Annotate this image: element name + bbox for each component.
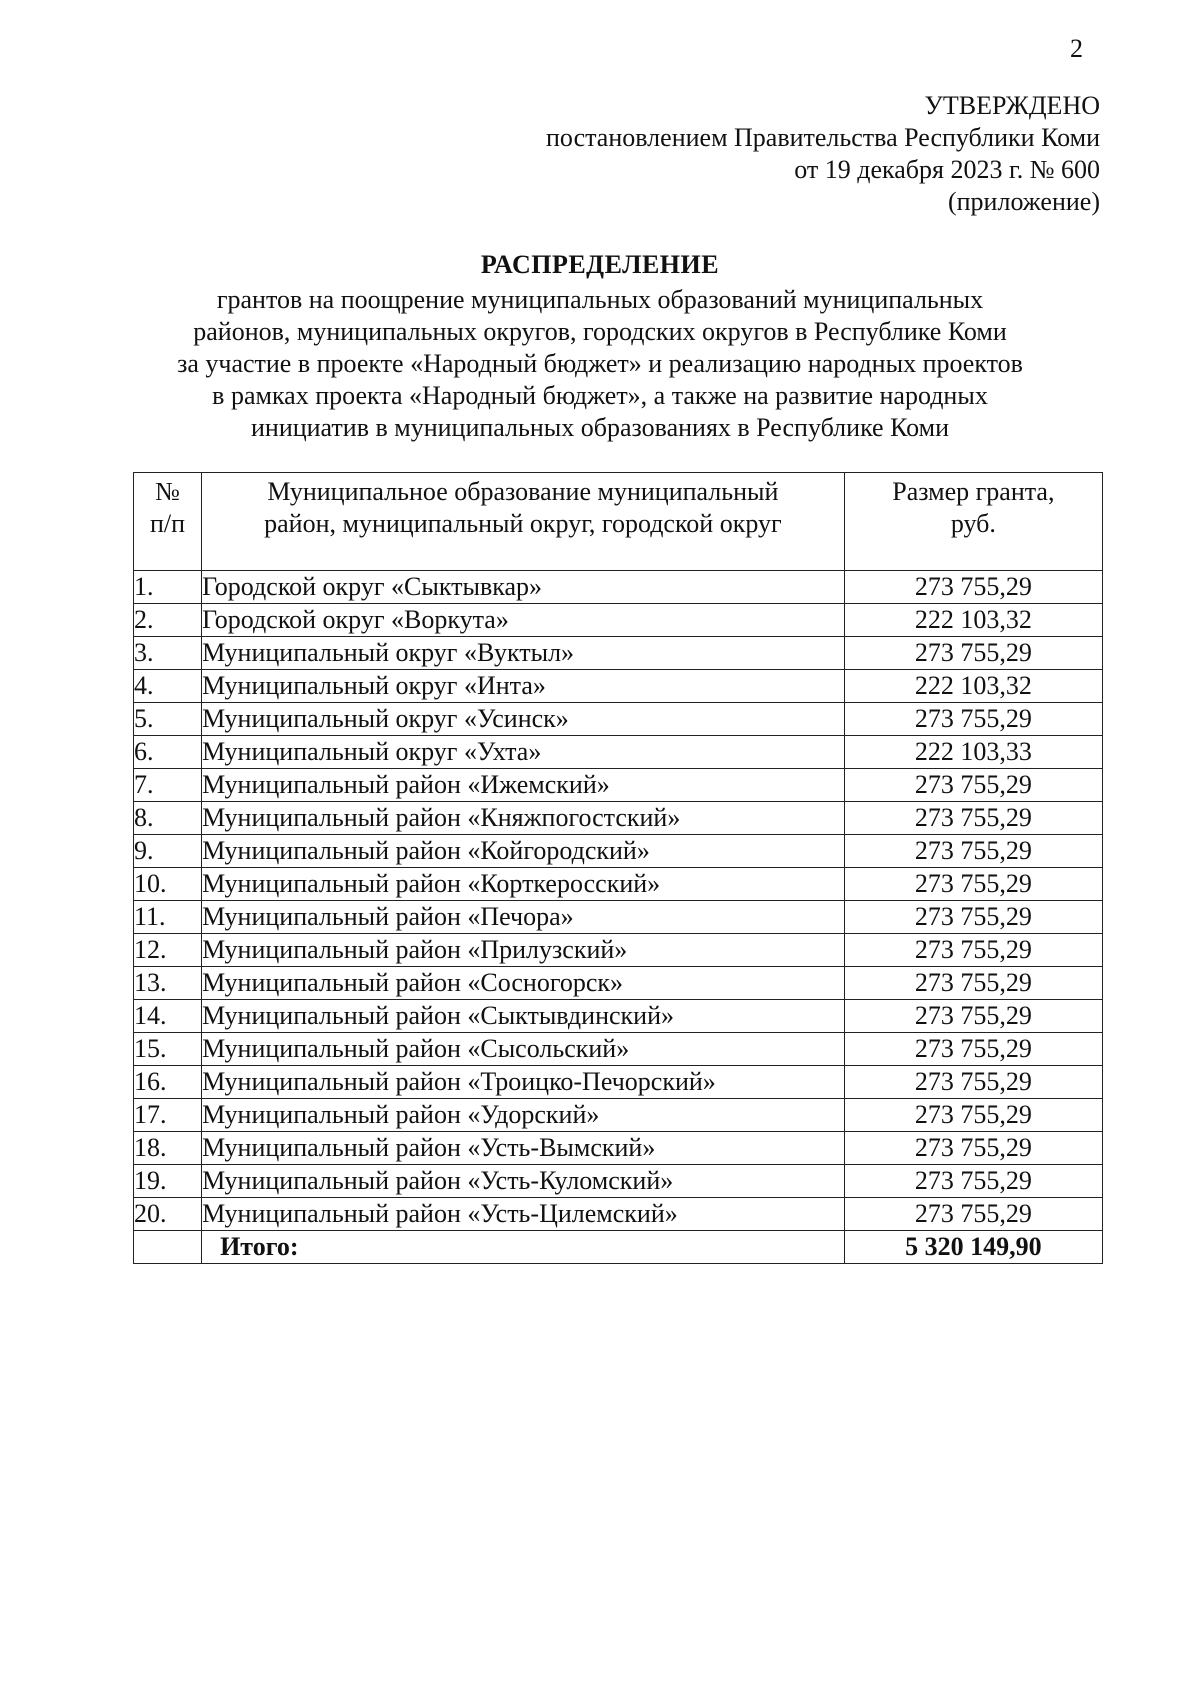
approval-block (546, 90, 1100, 218)
table-row (134, 901, 1103, 934)
approval-line: от 19 декабря 2023 г. № 600 (794, 155, 1100, 184)
page-number: 2 (1070, 34, 1083, 63)
row-amount: 273 755,29 (844, 703, 1102, 736)
row-amount: 273 755,29 (844, 1198, 1102, 1231)
row-amount: 273 755,29 (844, 835, 1102, 868)
row-amount: 222 103,33 (844, 736, 1102, 769)
row-number: 4. (134, 670, 202, 703)
approval-line: постановлением Правительства Республики Коми (546, 123, 1100, 152)
row-municipality: Городской округ «Сыктывкар» (202, 571, 845, 604)
header-municipality-line: район, муниципальный округ, городской округ (264, 509, 782, 538)
row-amount: 273 755,29 (844, 1132, 1102, 1165)
total-amount: 5 320 149,90 (844, 1231, 1102, 1264)
row-number: 5. (134, 703, 202, 736)
row-municipality: Муниципальный округ «Усинск» (202, 703, 845, 736)
table-row (134, 736, 1103, 769)
table-row (134, 604, 1103, 637)
row-amount: 273 755,29 (844, 769, 1102, 802)
row-number: 9. (134, 835, 202, 868)
row-municipality: Муниципальный округ «Вуктыл» (202, 637, 845, 670)
subtitle-line: инициатив в муниципальных образованиях в Республике Коми (250, 413, 950, 442)
table-row (134, 1066, 1103, 1099)
header-number-line: № (155, 477, 180, 506)
table-row (134, 571, 1103, 604)
row-number: 7. (134, 769, 202, 802)
row-municipality: Муниципальный район «Усть-Куломский» (202, 1165, 845, 1198)
row-number: 11. (134, 901, 202, 934)
grants-table (133, 472, 1103, 1264)
row-amount: 273 755,29 (844, 637, 1102, 670)
row-municipality: Муниципальный район «Княжпогостский» (202, 802, 845, 835)
row-municipality: Муниципальный район «Сысольский» (202, 1033, 845, 1066)
row-municipality: Муниципальный район «Койгородский» (202, 835, 845, 868)
header-municipality (202, 473, 845, 571)
row-number: 1. (134, 571, 202, 604)
row-municipality: Муниципальный район «Усть-Вымский» (202, 1132, 845, 1165)
row-number: 6. (134, 736, 202, 769)
document-title: РАСПРЕДЕЛЕНИЕ (480, 250, 720, 279)
row-number: 18. (134, 1132, 202, 1165)
subtitle-line: за участие в проекте «Народный бюджет» и реализацию народных проектов (177, 349, 1023, 378)
row-amount: 273 755,29 (844, 1165, 1102, 1198)
row-amount: 273 755,29 (844, 571, 1102, 604)
row-number: 15. (134, 1033, 202, 1066)
row-municipality: Муниципальный район «Прилузский» (202, 934, 845, 967)
row-municipality: Муниципальный район «Сыктывдинский» (202, 1000, 845, 1033)
row-amount: 273 755,29 (844, 1099, 1102, 1132)
header-grant-amount (844, 473, 1102, 571)
row-municipality: Муниципальный район «Удорский» (202, 1099, 845, 1132)
row-number: 2. (134, 604, 202, 637)
row-amount: 273 755,29 (844, 1033, 1102, 1066)
row-municipality: Муниципальный округ «Ухта» (202, 736, 845, 769)
header-amount-line: Размер гранта, (892, 477, 1055, 506)
approval-line: УТВЕРЖДЕНО (924, 91, 1100, 120)
approval-line: (приложение) (947, 187, 1100, 216)
subtitle-line: в рамках проекта «Народный бюджет», а также на развитие народных (212, 381, 988, 410)
table-row (134, 1000, 1103, 1033)
header-municipality-line: Муниципальное образование муниципальный (267, 477, 779, 506)
subtitle-line: грантов на поощрение муниципальных образований муниципальных (216, 285, 984, 314)
table-row (134, 835, 1103, 868)
table-row (134, 934, 1103, 967)
table-header-row (134, 473, 1103, 571)
document-subtitle (0, 284, 1200, 444)
row-number: 14. (134, 1000, 202, 1033)
row-municipality: Муниципальный район «Печора» (202, 901, 845, 934)
header-number-line: п/п (150, 509, 186, 538)
row-number: 13. (134, 967, 202, 1000)
row-number: 19. (134, 1165, 202, 1198)
header-number (134, 473, 202, 571)
row-municipality: Муниципальный район «Троицко-Печорский» (202, 1066, 845, 1099)
row-number: 3. (134, 637, 202, 670)
row-amount: 273 755,29 (844, 802, 1102, 835)
row-municipality: Городской округ «Воркута» (202, 604, 845, 637)
table-row (134, 637, 1103, 670)
row-amount: 273 755,29 (844, 901, 1102, 934)
table-row (134, 1033, 1103, 1066)
table-row (134, 967, 1103, 1000)
row-municipality: Муниципальный район «Сосногорск» (202, 967, 845, 1000)
row-number: 8. (134, 802, 202, 835)
table-row (134, 1165, 1103, 1198)
table-row (134, 703, 1103, 736)
row-municipality: Муниципальный район «Усть-Цилемский» (202, 1198, 845, 1231)
row-amount: 273 755,29 (844, 1066, 1102, 1099)
table-row (134, 769, 1103, 802)
row-number: 16. (134, 1066, 202, 1099)
row-amount: 273 755,29 (844, 967, 1102, 1000)
header-amount-line: руб. (950, 509, 996, 538)
table-row (134, 802, 1103, 835)
table-row (134, 670, 1103, 703)
row-amount: 273 755,29 (844, 1000, 1102, 1033)
subtitle-line: районов, муниципальных округов, городских округов в Республике Коми (193, 317, 1007, 346)
total-label: Итого: (202, 1231, 845, 1264)
table-row (134, 1132, 1103, 1165)
row-amount: 273 755,29 (844, 868, 1102, 901)
table-row (134, 1099, 1103, 1132)
row-municipality: Муниципальный район «Корткеросский» (202, 868, 845, 901)
row-number: 17. (134, 1099, 202, 1132)
table-row (134, 1198, 1103, 1231)
row-number: 10. (134, 868, 202, 901)
row-amount: 222 103,32 (844, 604, 1102, 637)
row-municipality: Муниципальный район «Ижемский» (202, 769, 845, 802)
row-amount: 222 103,32 (844, 670, 1102, 703)
row-number: 12. (134, 934, 202, 967)
row-amount: 273 755,29 (844, 934, 1102, 967)
table-row (134, 868, 1103, 901)
table-total-row (134, 1231, 1103, 1264)
row-municipality: Муниципальный округ «Инта» (202, 670, 845, 703)
row-number: 20. (134, 1198, 202, 1231)
total-number-cell (134, 1231, 202, 1264)
